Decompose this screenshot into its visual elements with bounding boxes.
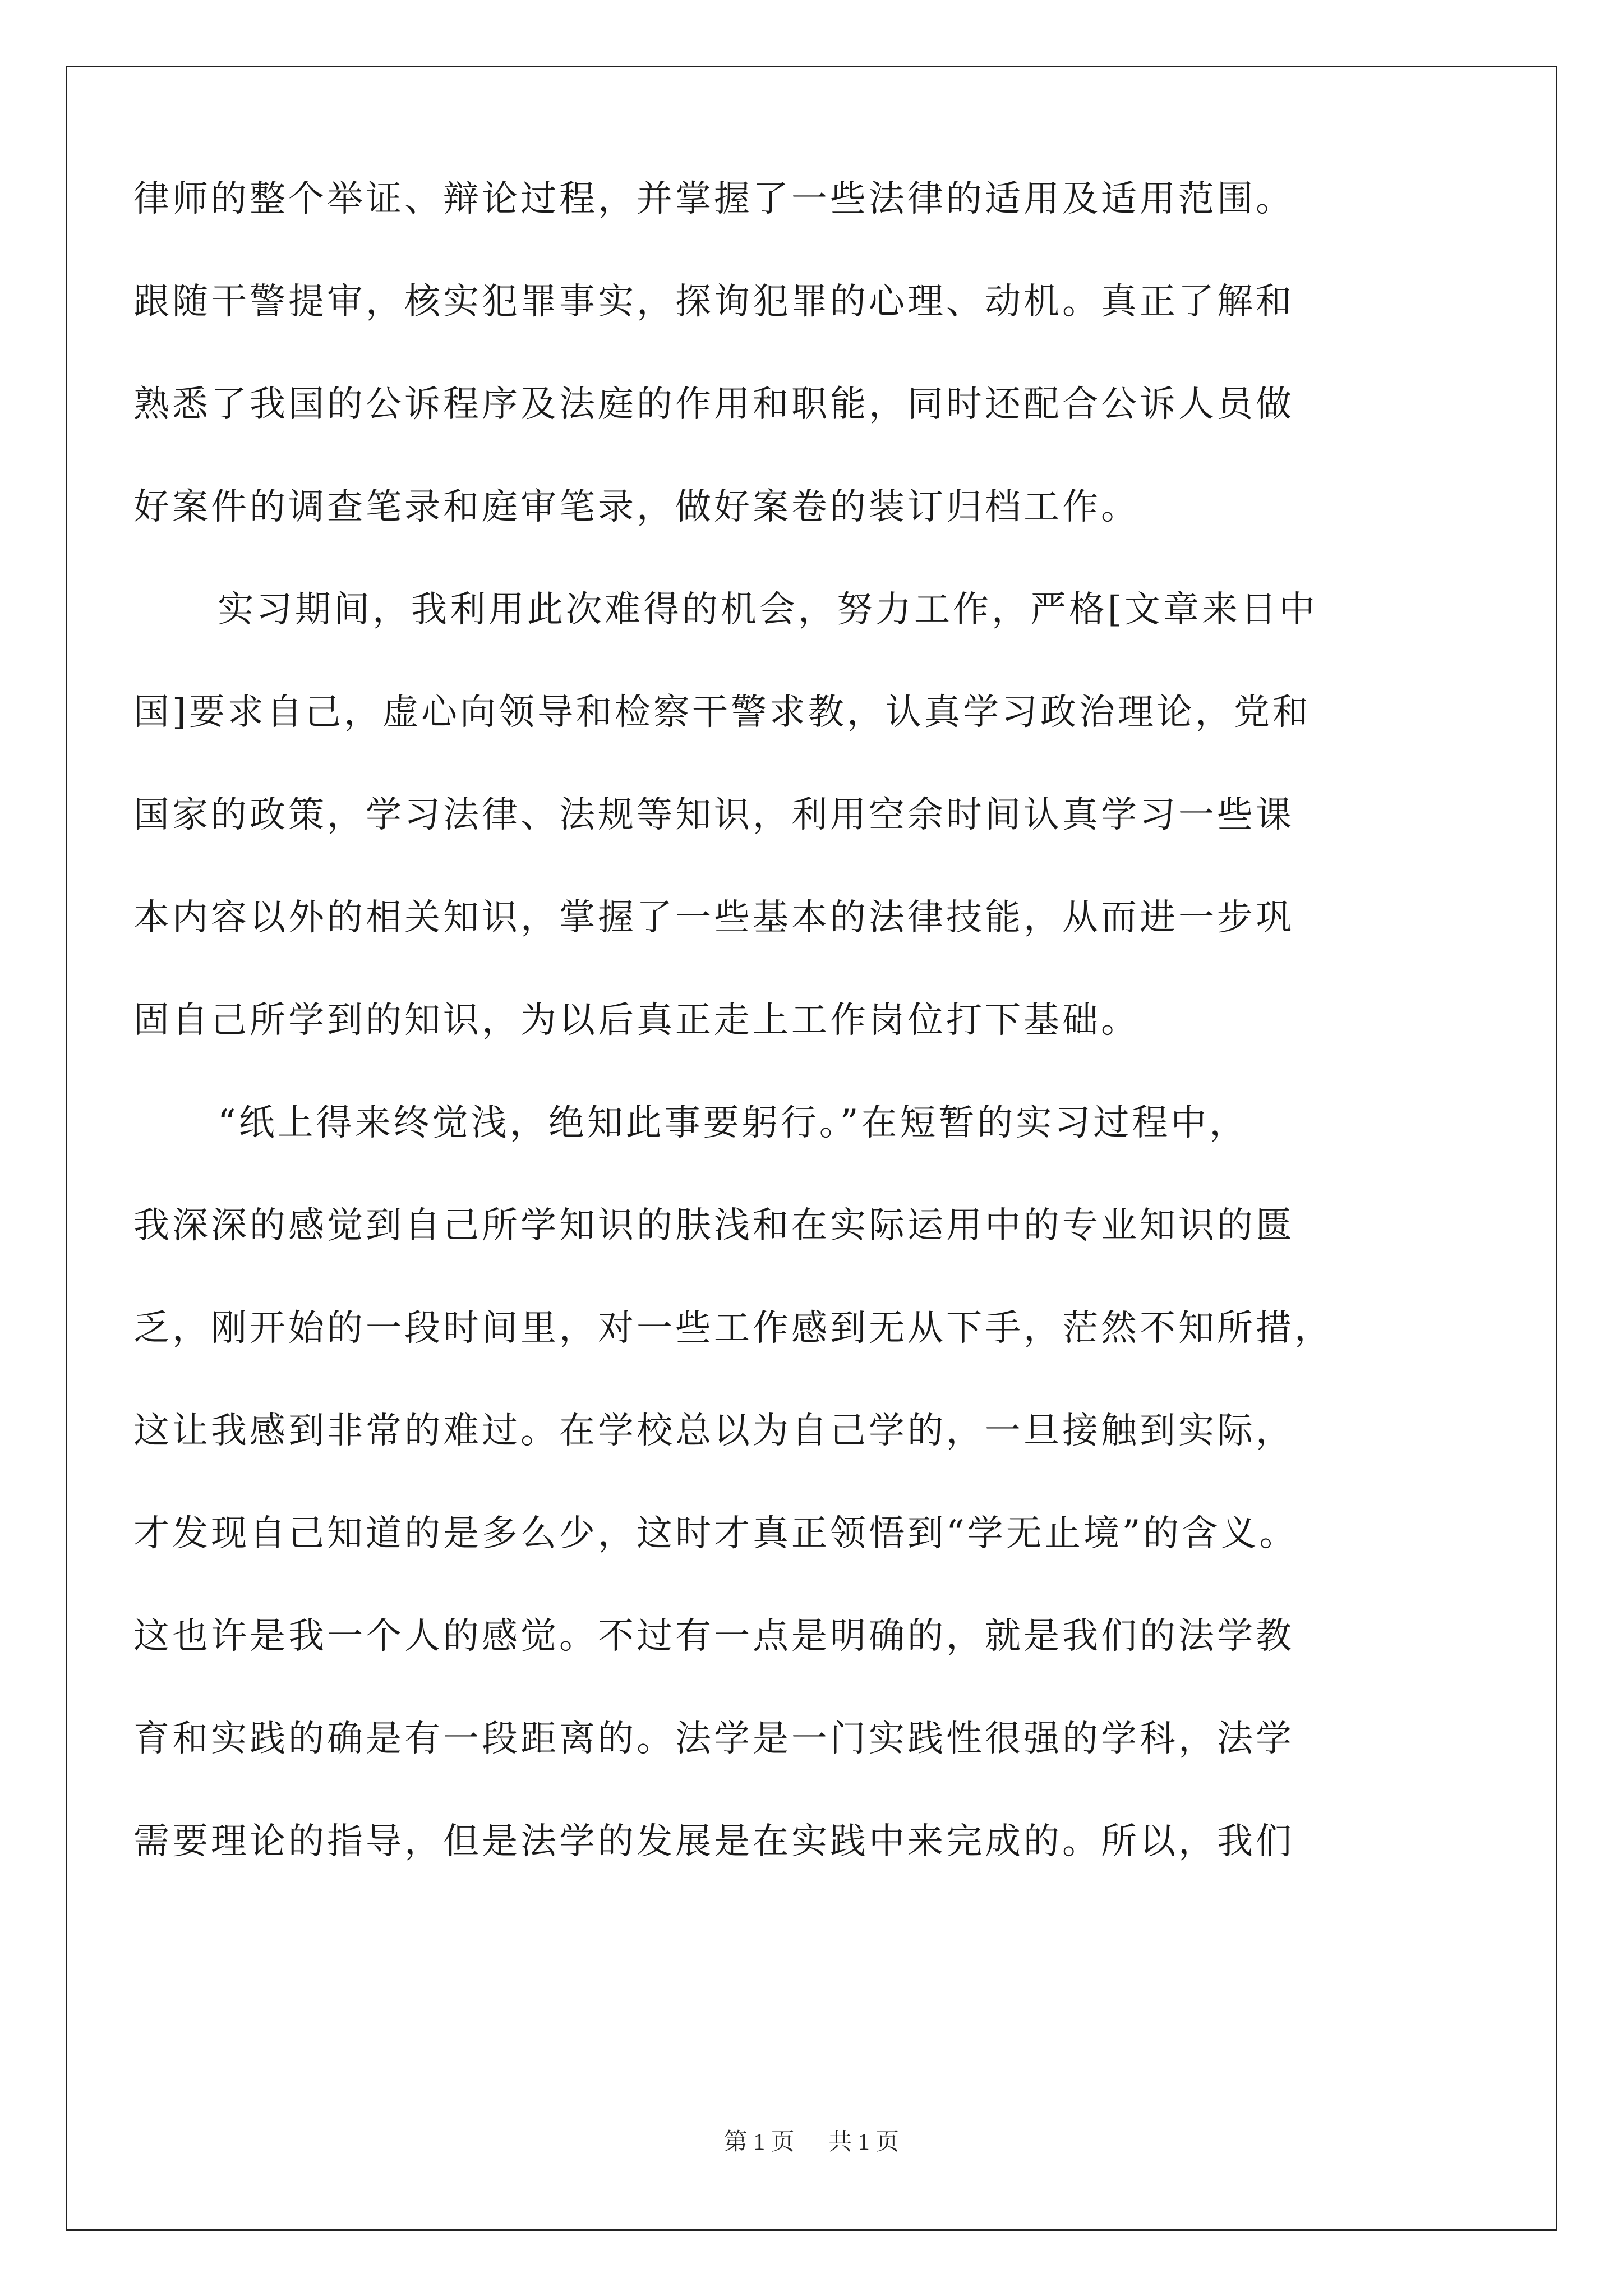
page-number: 第 1 页 (723, 2129, 795, 2155)
text-line: 律师的整个举证、辩论过程，并掌握了一些法律的适用及适用范围。 (133, 178, 1294, 220)
text-line: 这也许是我一个人的感觉。不过有一点是明确的，就是我们的法学教 (133, 1616, 1294, 1657)
page-total: 共 1 页 (828, 2129, 900, 2155)
text-line: 才发现自己知道的是多么少，这时才真正领悟到“学无止境”的含义。 (133, 1513, 1298, 1554)
document-body (133, 168, 1451, 1913)
text-line: 好案件的调查笔录和庭审笔录，做好案卷的装订归档工作。 (133, 486, 1140, 528)
text-line: 跟随干警提审，核实犯罪事实，探询犯罪的心理、动机。真正了解和 (133, 281, 1294, 323)
text-line: 国家的政策，学习法律、法规等知识，利用空余时间认真学习一些课 (133, 794, 1294, 836)
paragraph-start-line: 实习期间，我利用此次难得的机会，努力工作，严格[文章来日中 (218, 589, 1318, 631)
text-line: 熟悉了我国的公诉程序及法庭的作用和职能，同时还配合公诉人员做 (133, 384, 1294, 425)
text-line: 国]要求自己，虚心向领导和检察干警求教，认真学习政治理论，党和 (133, 692, 1311, 733)
text-line: 这让我感到非常的难过。在学校总以为自己学的，一旦接触到实际， (133, 1410, 1294, 1452)
page-footer (0, 2123, 1623, 2157)
text-line: 本内容以外的相关知识，掌握了一些基本的法律技能，从而进一步巩 (133, 897, 1294, 938)
text-line: 我深深的感觉到自己所学知识的肤浅和在实际运用中的专业知识的匮 (133, 1205, 1294, 1246)
paragraph-start-line: “纸上得来终觉浅，绝知此事要躬行。”在短暂的实习过程中， (218, 1102, 1248, 1144)
text-line: 育和实践的确是有一段距离的。法学是一门实践性很强的学科，法学 (133, 1718, 1294, 1760)
text-line: 需要理论的指导，但是法学的发展是在实践中来完成的。所以，我们 (133, 1821, 1294, 1862)
text-line: 固自己所学到的知识，为以后真正走上工作岗位打下基础。 (133, 1000, 1140, 1041)
text-line: 乏，刚开始的一段时间里，对一些工作感到无从下手，茫然不知所措， (133, 1308, 1333, 1349)
